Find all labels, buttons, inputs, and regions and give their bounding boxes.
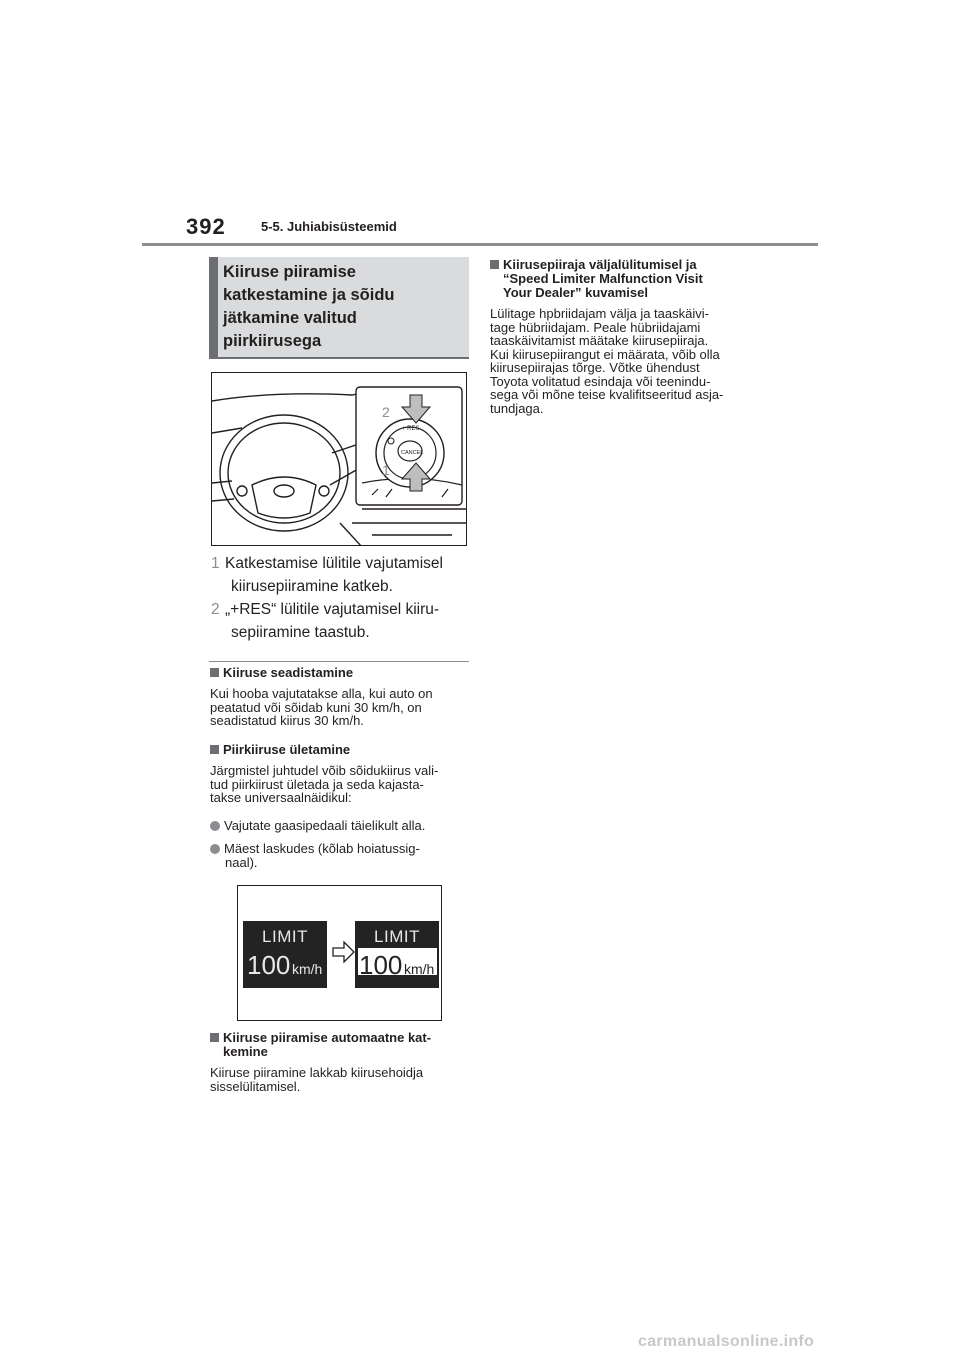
- section-title-line: katkestamine ja sõidu: [223, 286, 395, 304]
- square-bullet-icon: [490, 260, 499, 269]
- subheading-text-cont: “Speed Limiter Malfunction Visit: [503, 271, 703, 286]
- subheading-text-cont: Your Dealer” kuvamisel: [503, 285, 648, 300]
- text-line: takse universaalnäidikul:: [210, 790, 352, 805]
- subheading-text: Kiiruse seadistamine: [223, 665, 354, 680]
- step-number: 2: [211, 601, 220, 618]
- limit-unit: km/h: [292, 961, 323, 977]
- section-title-underline: [209, 357, 469, 359]
- step-text: Katkestamise lülitile vajutamisel: [225, 555, 443, 572]
- subheading-text: Kiirusepiiraja väljalülitumisel ja: [503, 257, 697, 272]
- section-title-line: jätkamine valitud: [223, 309, 357, 327]
- text-line: tundjaga.: [490, 400, 544, 416]
- bullet-text-cont: naal).: [225, 854, 258, 870]
- step-1: [211, 552, 471, 598]
- subheading-speed-setting: [210, 666, 353, 680]
- limit-speed: 100: [247, 950, 291, 980]
- steering-wheel-figure: [211, 372, 467, 546]
- callout-1: 1: [382, 462, 390, 478]
- step-2: [211, 598, 471, 644]
- res-label: + RES: [402, 426, 420, 432]
- section-divider: [209, 661, 469, 662]
- text-line: sisselülitamisel.: [210, 1078, 301, 1094]
- text-line: Kiiruse piiramine lakkab kiirusehoidja: [210, 1065, 424, 1080]
- text-line: taaskäivitamist määtake kiirusepiiraja.: [490, 333, 709, 348]
- subheading-auto-cancel: [210, 1031, 472, 1059]
- callout-2: 2: [382, 404, 390, 420]
- limit-unit: km/h: [404, 961, 435, 977]
- text-line: Kui kiirusepiirangut ei määrata, võib olla: [490, 346, 720, 362]
- text-line: kiirusepiirajas tõrge. Võtke ühendust: [490, 360, 700, 375]
- limit-label: LIMIT: [262, 927, 308, 946]
- step-number: 1: [211, 555, 220, 572]
- square-bullet-icon: [210, 745, 219, 754]
- bullet-text: Mäest laskudes (kõlab hoiatussig-: [224, 841, 420, 856]
- subheading-malfunction: [490, 258, 760, 300]
- text-line: Järgmistel juhtudel võib sõidukiirus vali-: [210, 763, 439, 778]
- text-line: peatatud või sõidab kuni 30 km/h, on: [210, 699, 422, 715]
- malfunction-text: [490, 307, 770, 415]
- bullet-item: [210, 819, 425, 833]
- text-line: tud piirkiirust ületada ja seda kajasta-: [210, 776, 424, 792]
- cancel-label: CANCEL: [401, 450, 424, 456]
- text-line: Kui hooba vajutatakse alla, kui auto on: [210, 686, 433, 701]
- text-line: sega või mõne teise kvalifitseeritud asja-: [490, 387, 724, 402]
- text-line: Toyota volitatud esindaja või teenindu-: [490, 373, 711, 389]
- bullet-text: Vajutate gaasipedaali täielikult alla.: [224, 818, 426, 833]
- page-number: 392: [186, 214, 226, 239]
- bullet-dot-icon: [210, 821, 220, 831]
- section-title-box: [209, 257, 469, 359]
- subheading-text: Kiiruse piiramise automaatne kat-: [223, 1030, 432, 1045]
- footer-watermark: carmanualsonline.info: [638, 1333, 815, 1350]
- limit-exceeding-text: [210, 764, 472, 805]
- speed-setting-text: [210, 687, 472, 728]
- bullet-dot-icon: [210, 844, 220, 854]
- section-title-line: Kiiruse piiramise: [223, 263, 356, 281]
- step-text-cont: kiirusepiiramine katkeb.: [231, 578, 393, 595]
- limit-display-exceeded: [355, 921, 439, 988]
- subheading-limit-exceeding: [210, 743, 350, 757]
- step-text: „+RES“ lülitile vajutamisel kiiru-: [225, 601, 440, 618]
- section-title: [223, 261, 463, 353]
- text-line: seadistatud kiirus 30 km/h.: [210, 713, 364, 728]
- limit-speed: 100: [359, 950, 403, 980]
- limit-label: LIMIT: [374, 927, 420, 946]
- subheading-text: Piirkiiruse ületamine: [223, 742, 351, 757]
- text-line: Lülitage hpbriidajam välja ja taaskäivi-: [490, 306, 709, 321]
- arrow-right-icon: [332, 941, 356, 963]
- subheading-text-cont: kemine: [223, 1044, 268, 1059]
- section-title-bar: [209, 257, 218, 359]
- square-bullet-icon: [210, 668, 219, 677]
- limit-display-figure: [237, 885, 442, 1021]
- chapter-title: 5-5. Juhiabisüsteemid: [261, 219, 397, 234]
- limit-display-normal: [243, 921, 327, 988]
- auto-cancel-text: [210, 1066, 472, 1093]
- step-text-cont: sepiiramine taastub.: [231, 624, 370, 641]
- square-bullet-icon: [210, 1033, 219, 1042]
- section-title-line: piirkiirusega: [223, 332, 322, 350]
- bullet-item: [210, 842, 420, 869]
- steering-wheel-illustration: [212, 373, 467, 546]
- header-divider: [142, 243, 818, 246]
- text-line: tage hübriidajam. Peale hübriidajami: [490, 319, 701, 335]
